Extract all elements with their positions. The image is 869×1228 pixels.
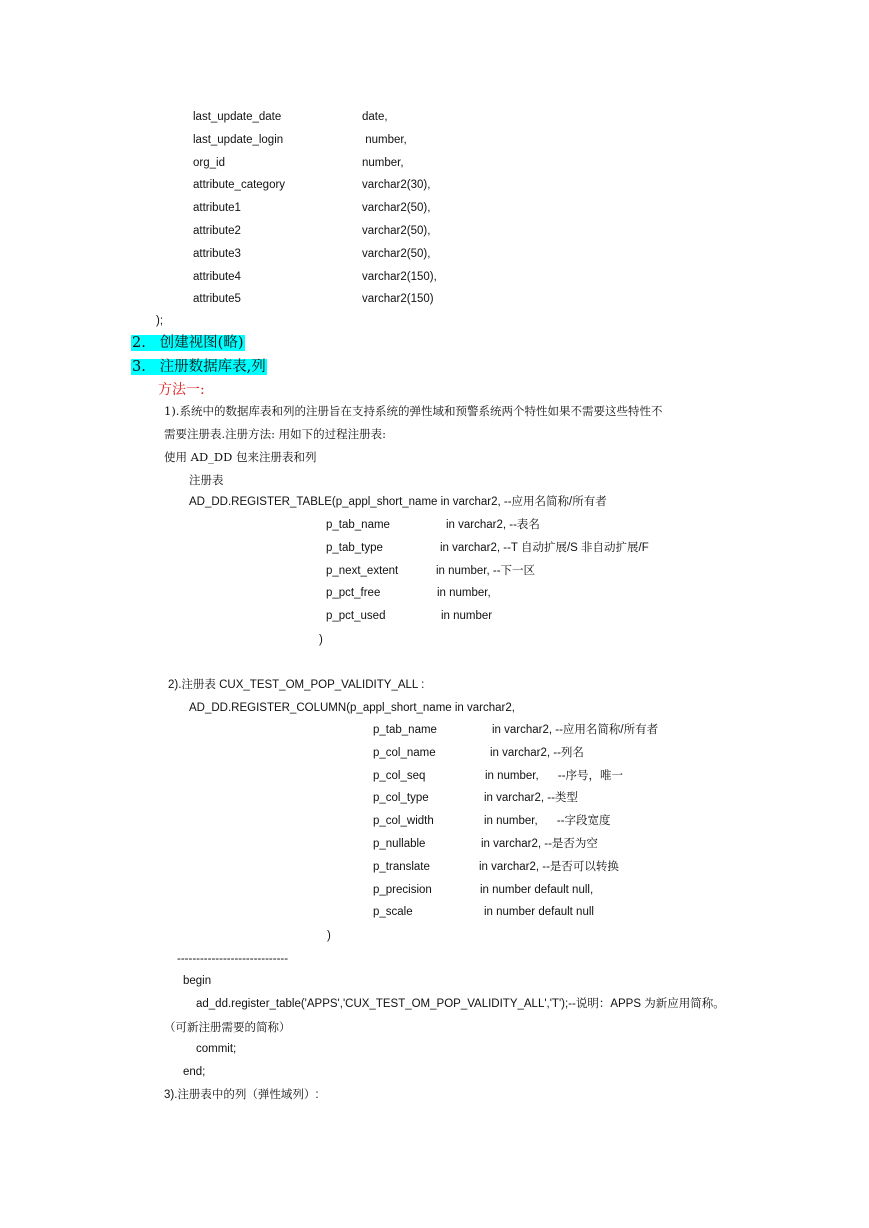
begin-keyword: begin (183, 975, 212, 987)
column-param-definition: in varchar2, --是否为空 (481, 838, 598, 850)
table-param-name: p_next_extent (326, 564, 399, 577)
column-type: date, (362, 111, 388, 123)
column-param-definition: in number, --序号，唯一 (485, 769, 624, 782)
method-label: 方法一: (158, 382, 205, 398)
column-param-definition: in varchar2, --是否可以转换 (479, 860, 619, 873)
column-param-definition: in varchar2, --类型 (484, 792, 578, 805)
table-param-definition: in varchar2, --表名 (446, 519, 540, 531)
heading-register-table (131, 357, 267, 377)
column-type: varchar2(30), (362, 179, 431, 192)
register-table-signature: AD_DD.REGISTER_TABLE(p_appl_short_name in varchar2, --应用名简称/所有者 (189, 496, 607, 508)
column-param-name: p_scale (373, 906, 413, 919)
table-param-definition: in varchar2, --T 自动扩展/S 非自动扩展/F (440, 541, 649, 554)
closing-paren: ); (156, 315, 164, 327)
register-call-note: （可新注册需要的简称） (164, 1020, 291, 1034)
column-param-definition: in varchar2, --应用名简称/所有者 (492, 724, 659, 736)
register-table-label: 注册表 (189, 473, 224, 487)
commit-statement: commit; (196, 1043, 237, 1055)
column-param-name: p_precision (373, 883, 432, 896)
column-type: number, (362, 133, 407, 146)
paragraph-1-line-2: 需要注册表.注册方法: 用如下的过程注册表: (164, 427, 387, 441)
column-param-name: p_nullable (373, 838, 426, 850)
heading-number: 2. (132, 335, 146, 351)
column-name: last_update_login (193, 133, 284, 146)
table-param-definition: in number (441, 610, 493, 623)
table-param-name: p_pct_used (326, 610, 386, 623)
column-param-name: p_col_width (373, 815, 434, 828)
paragraph-2-title: 2).注册表 CUX_TEST_OM_POP_VALIDITY_ALL : (168, 679, 425, 691)
column-param-definition: in number default null (484, 906, 594, 919)
heading-text: 注册数据库表,列 (159, 359, 266, 375)
table-params-close: ) (319, 634, 323, 646)
column-name: attribute1 (193, 202, 241, 215)
column-params-close: ) (327, 930, 331, 942)
column-name: last_update_date (193, 111, 282, 123)
heading-number: 3. (132, 359, 146, 375)
column-type: varchar2(150) (362, 293, 434, 306)
column-param-name: p_tab_name (373, 724, 437, 736)
paragraph-1-line-1: 1).系统中的数据库表和列的注册旨在支持系统的弹性域和预警系统两个特性如果不需要这些特性不 (164, 404, 663, 418)
column-name: org_id (193, 156, 225, 169)
column-name: attribute2 (193, 225, 241, 237)
use-package-text: 使用 AD_DD 包来注册表和列 (164, 450, 317, 464)
column-type: number, (362, 156, 404, 169)
column-param-definition: in number default null, (480, 883, 594, 896)
column-param-name: p_col_type (373, 792, 429, 805)
column-param-name: p_translate (373, 860, 430, 873)
table-param-name: p_pct_free (326, 587, 381, 600)
column-param-name: p_col_seq (373, 769, 426, 782)
table-param-name: p_tab_type (326, 541, 383, 554)
column-type: varchar2(150), (362, 270, 437, 283)
table-param-definition: in number, (437, 587, 491, 600)
register-column-signature: AD_DD.REGISTER_COLUMN(p_appl_short_name in varchar2, (189, 702, 515, 714)
register-call-line: ad_dd.register_table('APPS','CUX_TEST_OM_POP_VALIDITY_ALL','T');--说明：APPS 为新应用简称。 (196, 998, 725, 1010)
column-param-definition: in number, --字段宽度 (484, 815, 611, 828)
column-type: varchar2(50), (362, 202, 431, 215)
column-name: attribute5 (193, 293, 241, 306)
column-name: attribute_category (193, 179, 286, 192)
column-name: attribute3 (193, 247, 241, 260)
table-param-name: p_tab_name (326, 519, 390, 531)
paragraph-3-title: 3).注册表中的列（弹性域列）: (164, 1089, 319, 1101)
column-type: varchar2(50), (362, 247, 431, 260)
end-keyword: end; (183, 1066, 206, 1078)
column-param-definition: in varchar2, --列名 (490, 746, 584, 759)
column-param-name: p_col_name (373, 746, 436, 759)
column-name: attribute4 (193, 270, 241, 283)
dash-separator: ----------------------------- (177, 953, 289, 965)
column-type: varchar2(50), (362, 225, 431, 237)
heading-create-view (131, 333, 245, 353)
heading-text: 创建视图(略) (159, 335, 244, 351)
table-param-definition: in number, --下一区 (436, 564, 536, 577)
